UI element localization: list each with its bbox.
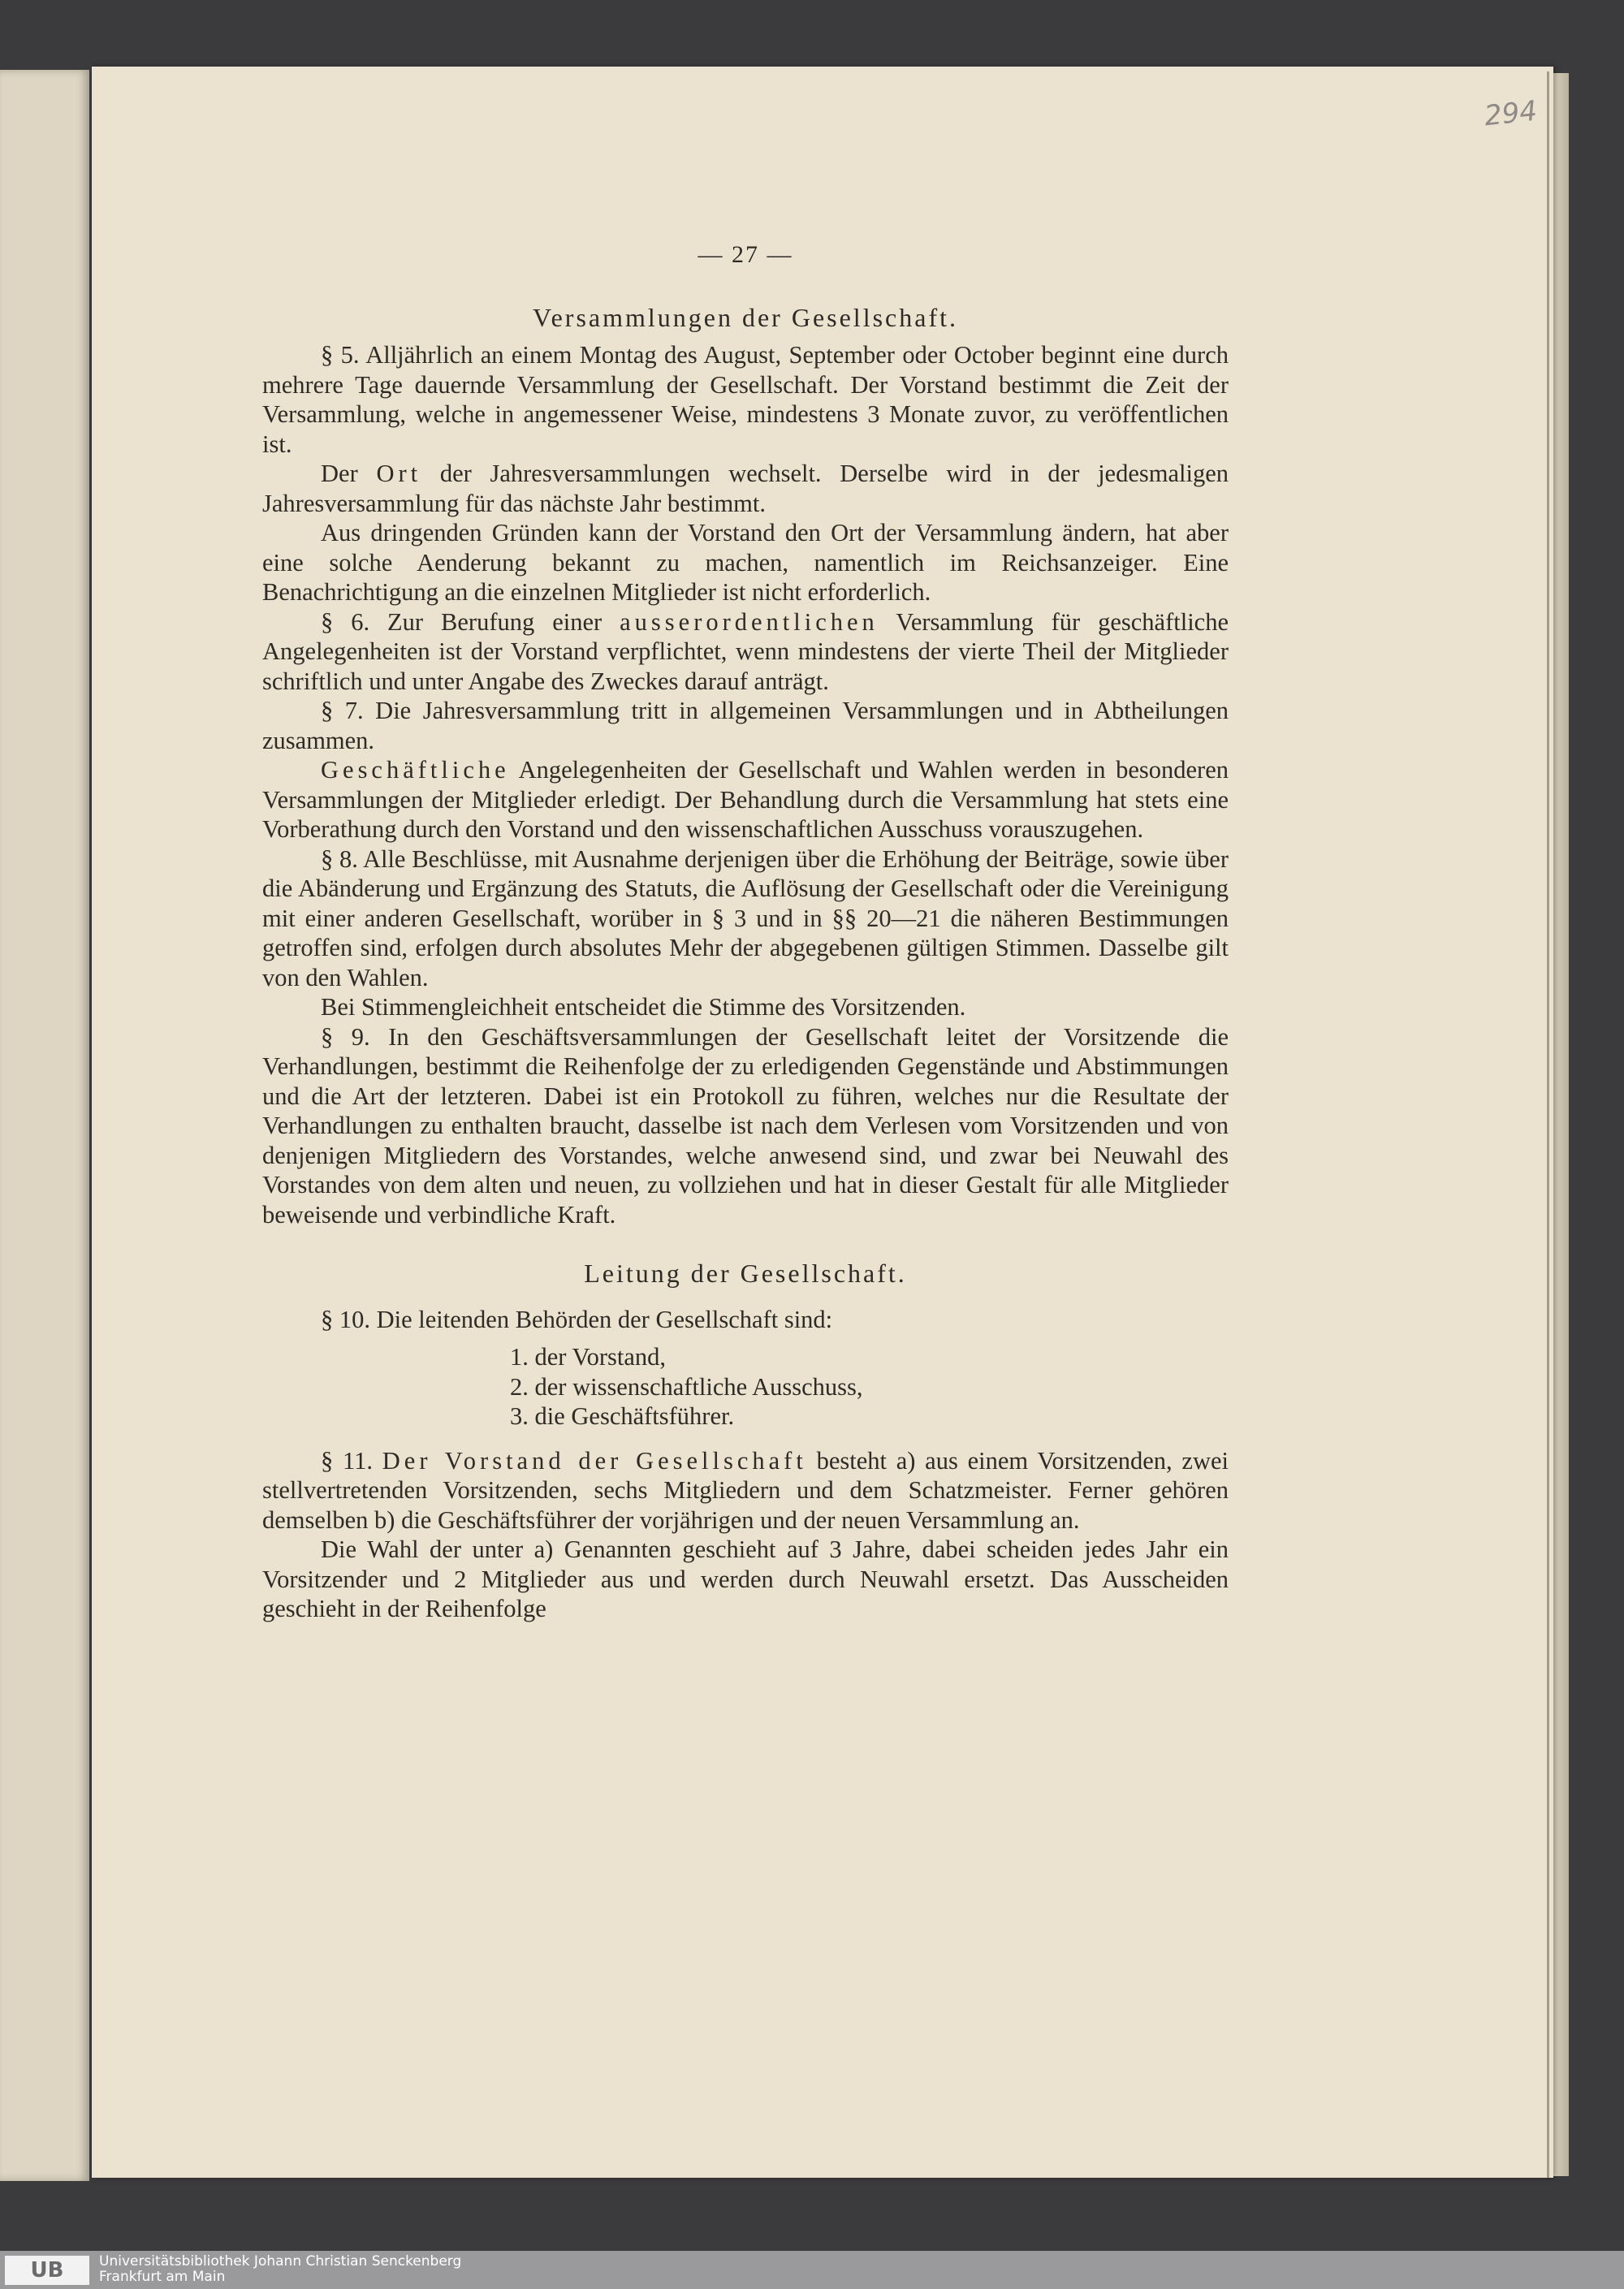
authorities-list [262, 1342, 1229, 1432]
emphasis-ort: Ort [376, 460, 422, 487]
paragraph-9: § 9. In den Geschäftsversammlungen der Gesellschaft leitet der Vorsitzende die Verhandlungen, bestimmt die Reihenfolge der zu erledigenden Gegenstände und Abstimmungen und die Art der letzteren. Dabei ist ein Protokoll zu führen, welches nur die Resultate der Verhandlungen zu enthalten braucht, dasselbe ist nach dem Verlesen vom Vorsitzenden und von denjenigen Mitgliedern des Vorstandes, welche anwesend sind, und zwar bei Neuwahl des Vorstandes von dem alten und neuen, zu vollziehen und hat in dieser Gestalt für alle Mitglieder beweisende und verbindliche Kraft. [262, 1022, 1229, 1229]
paragraph-ort: Der Ort der Jahresversammlungen wechselt. Derselbe wird in der jedesmaligen Jahresversammlung für das nächste Jahr bestimmt. [262, 460, 1229, 517]
section-heading-leitung: Leitung der Gesellschaft. [584, 1259, 907, 1288]
paragraph-5: § 5. Alljährlich an einem Montag des August, September oder October beginnt eine durch mehrere Tage dauernde Versammlung der Gesellschaft. Der Vorstand bestimmt die Zeit der Versammlung, welche in angemessener Weise, mindestens 3 Monate zuvor, zu veröffentlichen ist. [262, 341, 1229, 458]
section-heading-versammlungen: Versammlungen der Gesellschaft. [533, 302, 958, 332]
library-city: Frankfurt am Main [99, 2269, 226, 2285]
list-item: 2. der wissenschaftliche Ausschuss, [510, 1372, 863, 1401]
paragraph-6: § 6. Zur Berufung einer ausserordentlichen Versammlung für geschäftliche Angelegenheiten ist der Vorstand verpflichtet, wenn mindestens der vierte Theil der Mitglieder schriftlich und unter Angabe des Zweckes darauf anträgt. [262, 607, 1229, 695]
emphasis-ausserordentlichen: ausserordentlichen [620, 607, 879, 636]
paragraph-geschaeftliche: Geschäftliche Angelegenheiten der Gesellschaft und Wahlen werden in besonderen Versammlungen der Mitglieder erledigt. Der Behandlung durch die Versammlung hat stets eine Vorberathung durch den Vorstand und den wissenschaftlichen Ausschuss vorauszugehen. [262, 756, 1229, 843]
paragraph-10: § 10. Die leitenden Behörden der Gesellschaft sind: [321, 1305, 833, 1333]
emphasis-vorstand: Der Vorstand der Gesellschaft [382, 1446, 807, 1475]
paragraph-stimmengleichheit: Bei Stimmengleichheit entscheidet die Stimme des Vorsitzenden. [321, 993, 966, 1021]
library-name: Universitätsbibliothek Johann Christian Senckenberg [99, 2253, 462, 2270]
list-item: 1. der Vorstand, [510, 1343, 667, 1371]
paragraph-dringende-gruende: Aus dringenden Gründen kann der Vorstand den Ort der Versammlung ändern, hat aber eine solche Aenderung bekannt zu machen, namentlich im Reichsanzeiger. Eine Benachrichtigung an die einzelnen Mitglieder ist nicht erforderlich. [262, 519, 1229, 606]
paragraph-8: § 8. Alle Beschlüsse, mit Ausnahme derjenigen über die Erhöhung der Beiträge, sowie über die Abänderung und Ergänzung des Statuts, die Auflösung der Gesellschaft oder die Vereinigung mit einer anderen Gesellschaft, worüber in § 3 und in §§ 20—21 die näheren Bestimmungen getroffen sind, erfolgen durch absolutes Mehr der abgegebenen gültigen Stimmen. Dasselbe gilt von den Wahlen. [262, 844, 1229, 991]
paragraph-11: § 11. Der Vorstand der Gesellschaft besteht a) aus einem Vorsitzenden, zwei stellvertretenden Vorsitzenden, sechs Mitgliedern und dem Schatzmeister. Ferner gehören demselben b) die Geschäftsführer der vorjährigen und der neuen Versammlung an. [262, 1446, 1229, 1534]
library-credit [99, 2254, 461, 2285]
pencil-page-note: 294 [1483, 94, 1539, 133]
paragraph-wahl: Die Wahl der unter a) Genannten geschieht auf 3 Jahre, dabei scheiden jedes Jahr ein Vorsitzender und 2 Mitglieder aus und werden durch Neuwahl ersetzt. Das Ausscheiden geschieht in der Reihenfolge [262, 1535, 1229, 1622]
page-edge-line [1547, 71, 1549, 2178]
ub-logo: UB [5, 2256, 89, 2285]
facing-page [0, 70, 89, 2181]
emphasis-geschaeftliche: Geschäftliche [321, 756, 510, 784]
page-text [262, 240, 1229, 1624]
list-item: 3. die Geschäftsführer. [510, 1402, 735, 1430]
page-number: — 27 — [698, 241, 793, 268]
paragraph-7: § 7. Die Jahresversammlung tritt in allgemeinen Versammlungen und in Abtheilungen zusammen. [262, 697, 1229, 754]
library-footer-bar [0, 2251, 1624, 2289]
